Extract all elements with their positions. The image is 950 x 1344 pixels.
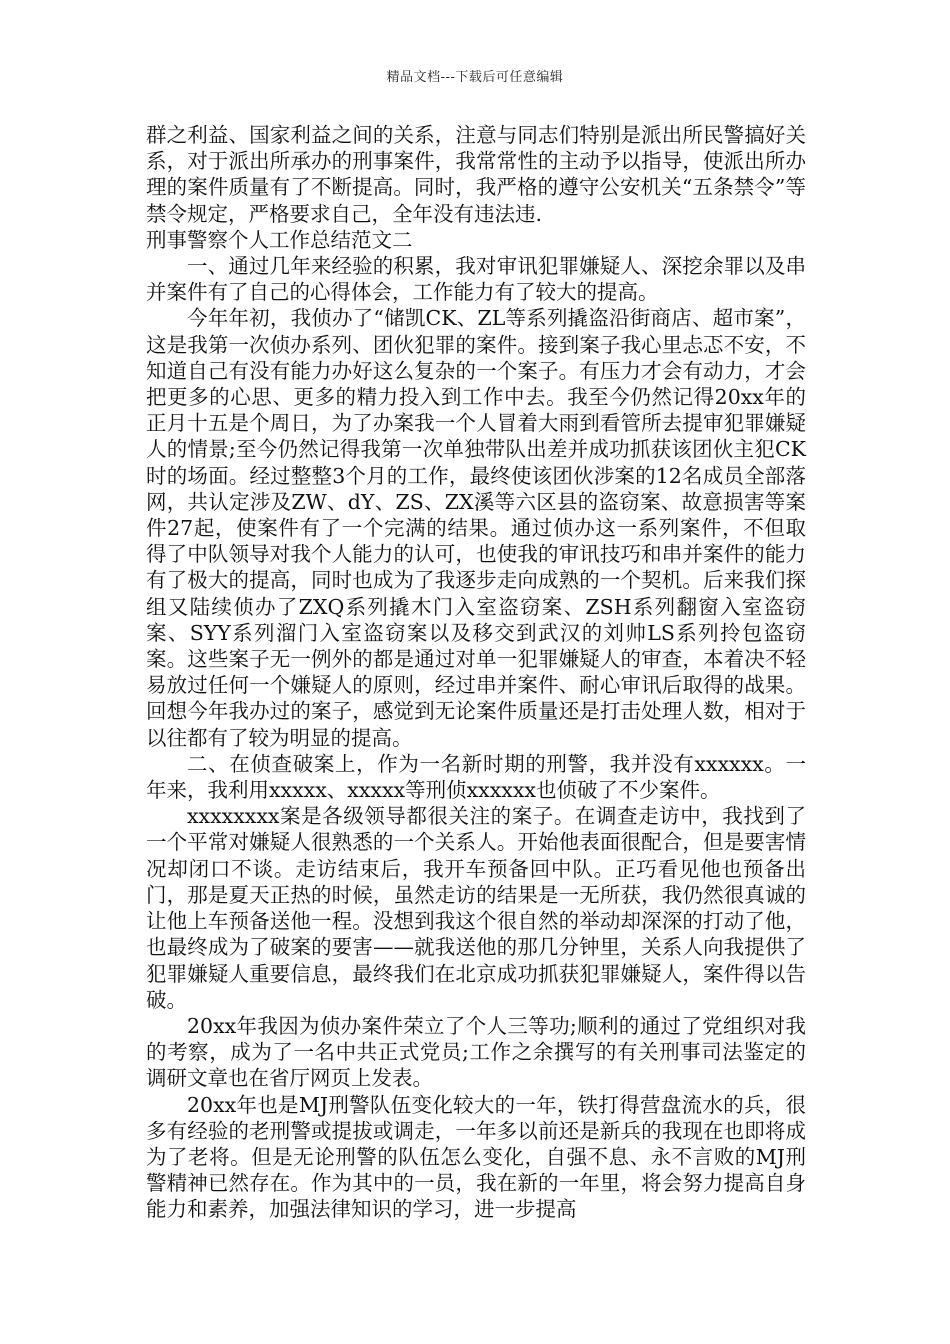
page-header: 精品文档---下载后可任意编辑 [386,70,564,85]
paragraph: 20xx年我因为侦办案件荣立了个人三等功;顺利的通过了党组织对我的考察，成为了一名中共正式党员;工作之余撰写的有关刑事司法鉴定的调研文章也在省厅网页上发表。 [146,1013,806,1091]
section-title: 刑事警察个人工作总结范文二 [146,227,413,252]
paragraph: 群之利益、国家利益之间的关系，注意与同志们特别是派出所民警搞好关系，对于派出所承办的刑事案件，我常常性的主动予以指导，使派出所办理的案件质量有了不断提高。同时，我严格的遵守公安机关“五条禁令”等禁令规定，严格要求自己，全年没有违法违. [146,123,806,226]
paragraph: 今年年初，我侦办了“储凯CK、ZL等系列撬盗沿街商店、超市案”，这是我第一次侦办系列、团伙犯罪的案件。接到案子我心里忐忑不安，不知道自己有没有能力办好这么复杂的一个案子。有压力才会有动力，才会把更多的心思、更多的精力投入到工作中去。我至今仍然记得20xx年的正月十五是个周日，为了办案我一个人冒着大雨到看管所去提审犯罪嫌疑人的情景;至今仍然记得我第一次单独带队出差并成功抓获该团伙主犯CK时的场面。经过整整3个月的工作，最终使该团伙涉案的12名成员全部落网，共认定涉及ZW、dY、ZS、ZX溪等六区县的盗窃案、故意损害等案件27起，使案件有了一个完满的结果。通过侦办这一系列案件，不但取得了中队领导对我个人能力的认可，也使我的审讯技巧和串并案件的能力有了极大的提高，同时也成为了我逐步走向成熟的一个契机。后来我们探组又陆续侦办了ZXQ系列撬木门入室盗窃案、ZSH系列翻窗入室盗窃案、SYY系列溜门入室盗窃案以及移交到武汉的刘帅LS系列拎包盗窃案。这些案子无一例外的都是通过对单一犯罪嫌疑人的审查，本着决不轻易放过任何一个嫌疑人的原则，经过串并案件、耐心审讯后取得的战果。回想今年我办过的案子，感觉到无论案件质量还是打击处理人数，相对于以往都有了较为明显的提高。 [146,306,806,750]
paragraph: xxxxxxxx案是各级领导都很关注的案子。在调查走访中，我找到了一个平常对嫌疑人很熟悉的一个关系人。开始他表面很配合，但是要害情况却闭口不谈。走访结束后，我开车预备回中队。正巧看见他也预备出门，那是夏天正热的时候，虽然走访的结果是一无所获，我仍然很真诚的让他上车预备送他一程。没想到我这个很自然的举动却深深的打动了他，也最终成为了破案的要害——就我送他的那几分钟里，关系人向我提供了犯罪嫌疑人重要信息，最终我们在北京成功抓获犯罪嫌疑人，案件得以告破。 [146,804,806,1012]
paragraph: 20xx年也是MJ刑警队伍变化较大的一年，铁打得营盘流水的兵，很多有经验的老刑警或提拔或调走，一年多以前还是新兵的我现在也即将成为了老将。但是无论刑警的队伍怎么变化，自强不息、永不言败的MJ刑警精神已然存在。作为其中的一员，我在新的一年里，将会努力提高自身能力和素养，加强法律知识的学习，进一步提高 [146,1092,806,1222]
paragraph: 二、在侦查破案上，作为一名新时期的刑警，我并没有xxxxxx。一年来，我利用xxxxx、xxxxx等刑侦xxxxxx也侦破了不少案件。 [146,751,806,803]
document-body [146,122,806,1223]
paragraph: 一、通过几年来经验的积累，我对审讯犯罪嫌疑人、深挖余罪以及串并案件有了自己的心得体会，工作能力有了较大的提高。 [146,254,806,305]
